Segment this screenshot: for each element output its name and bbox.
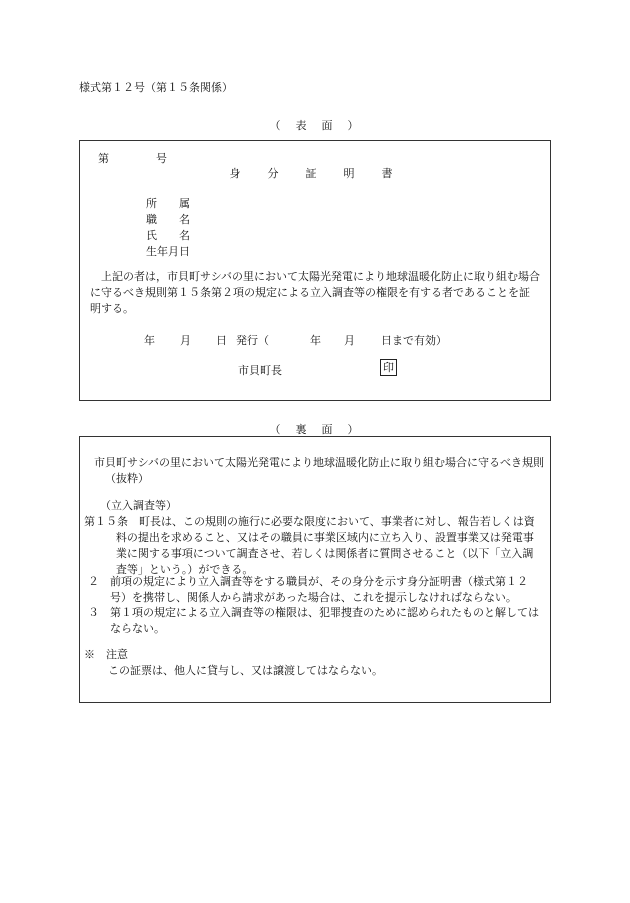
regulation-title: 市貝町サシバの里において太陽光発電により地球温暖化防止に取り組む場合に守るべき規則（抜粋） <box>94 456 545 485</box>
article-15-text: 第１５条 町長は、この規則の施行に必要な限度において、事業者に対し、報告若しくは資料の提出を求めること、又はその職員に事業区域内に立ち入り、設置事業又は発電事業に関する事項について調査させ、若しくは関係者に質問させること（以下「立入調査等」という。）ができる。 <box>84 515 535 576</box>
field-birthdate: 生年月日 <box>146 245 190 258</box>
form-number: 様式第１２号（第１５条関係） <box>79 81 233 94</box>
back-section-title: （ 裏 面 ） <box>269 423 361 436</box>
valid-month: 月 <box>344 334 355 347</box>
number-suffix: 号 <box>156 152 167 165</box>
valid-year: 年 <box>310 334 321 347</box>
issue-month: 月 <box>180 334 191 347</box>
card-title: 身 分 証 明 書 <box>229 167 401 180</box>
clause-2-text: ２ 前項の規定により立入調査等をする職員が、その身分を示す身分証明書（様式第１２号）を携帯し、関係人から請求があった場合は、これを提示しなければならない。 <box>88 575 528 604</box>
mayor-title: 市貝町長 <box>238 364 282 377</box>
field-name: 氏 名 <box>146 229 190 242</box>
valid-until-label: 日まで有効） <box>381 334 447 347</box>
clause-3-text: ３ 第１項の規定による立入調査等の権限は、犯罪捜査のために認められたものと解してはならない。 <box>88 606 539 635</box>
issue-year: 年 <box>144 334 155 347</box>
front-card <box>79 140 551 401</box>
article-caption: （立入調査等） <box>100 499 177 512</box>
field-position: 職 名 <box>146 213 190 226</box>
back-card <box>79 436 551 703</box>
issue-day: 日 <box>216 334 227 347</box>
front-section-title: （ 表 面 ） <box>269 119 361 132</box>
issued-label: 発行（ <box>236 334 269 347</box>
number-label: 第 <box>98 152 109 165</box>
seal-mark: 印 <box>380 359 397 376</box>
field-affiliation: 所 属 <box>146 197 190 210</box>
certification-text: 上記の者は，市貝町サシバの里において太陽光発電により地球温暖化防止に取り組む場合に守るべき規則第１５条第２項の規定による立入調査等の権限を有する者であることを証明する。 <box>90 270 541 315</box>
note-label: ※ 注意 <box>84 648 128 661</box>
note-text: この証票は、他人に貸与し、又は譲渡してはならない。 <box>108 664 383 677</box>
